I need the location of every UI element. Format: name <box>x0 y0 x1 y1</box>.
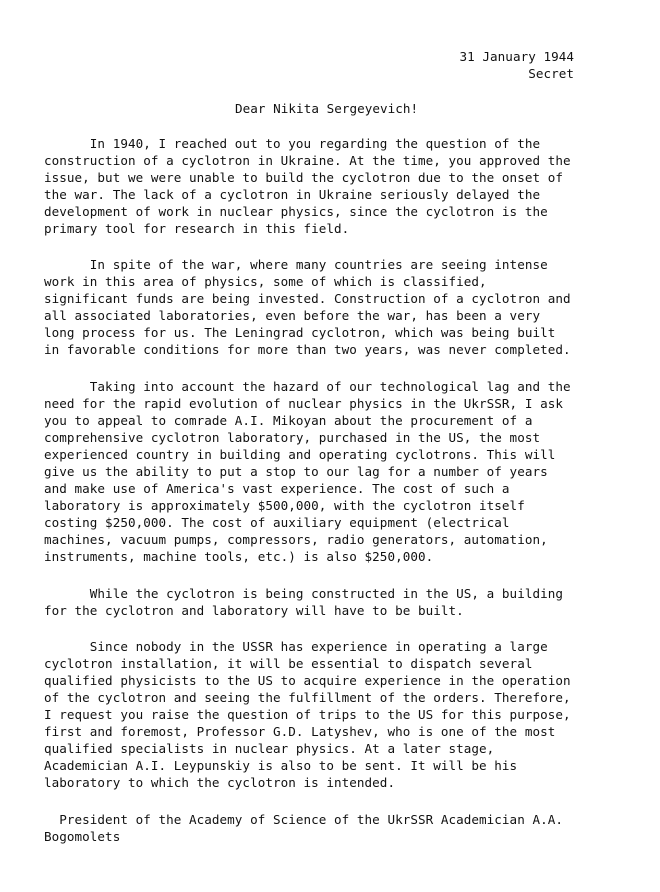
paragraph-line: In 1940, I reached out to you regarding the question of the <box>44 136 541 151</box>
paragraph-line: instruments, machine tools, etc.) is also $250,000. <box>44 549 434 564</box>
paragraph-line: issue, but we were unable to build the cyclotron due to the onset of <box>44 170 563 185</box>
paragraph-line: machines, vacuum pumps, compressors, radio generators, automation, <box>44 532 548 547</box>
paragraph-line: of the cyclotron and seeing the fulfillment of the orders. Therefore, <box>44 690 571 705</box>
paragraph-line: in favorable conditions for more than two years, was never completed. <box>44 342 571 357</box>
paragraph-line: comprehensive cyclotron laboratory, purchased in the US, the most <box>44 430 541 445</box>
paragraph-line: for the cyclotron and laboratory will have to be built. <box>44 603 464 618</box>
paragraph-line: laboratory is approximately $500,000, with the cyclotron itself <box>44 498 525 513</box>
paragraph-line: experienced country in building and operating cyclotrons. This will <box>44 447 556 462</box>
paragraph-line: the war. The lack of a cyclotron in Ukraine seriously delayed the <box>44 187 541 202</box>
paragraph-line: In spite of the war, where many countries are seeing intense <box>44 257 548 272</box>
signature-line: Bogomolets <box>44 829 121 844</box>
paragraph-line: qualified specialists in nuclear physics. At a later stage, <box>44 741 495 756</box>
paragraph-line: and make use of America's vast experience. The cost of such a <box>44 481 510 496</box>
paragraph-line: work in this area of physics, some of which is classified, <box>44 274 487 289</box>
letter-date: 31 January 1944 <box>459 49 574 64</box>
signature-line: President of the Academy of Science of the UkrSSR Academician A.A. <box>44 812 563 827</box>
paragraph-line: Academician A.I. Leypunskiy is also to be sent. It will be his <box>44 758 518 773</box>
salutation: Dear Nikita Sergeyevich! <box>235 101 419 116</box>
paragraph-line: significant funds are being invested. Construction of a cyclotron and <box>44 291 571 306</box>
paragraph-line: cyclotron installation, it will be essential to dispatch several <box>44 656 533 671</box>
paragraph-line: long process for us. The Leningrad cyclotron, which was being built <box>44 325 556 340</box>
paragraph-line: qualified physicists to the US to acquire experience in the operation <box>44 673 571 688</box>
paragraph-line: construction of a cyclotron in Ukraine. At the time, you approved the <box>44 153 571 168</box>
paragraph-line: give us the ability to put a stop to our lag for a number of years <box>44 464 548 479</box>
classification-label: Secret <box>528 66 574 81</box>
paragraph-line: Since nobody in the USSR has experience in operating a large <box>44 639 548 654</box>
paragraph-line: all associated laboratories, even before the war, has been a very <box>44 308 541 323</box>
paragraph-line: first and foremost, Professor G.D. Latyshev, who is one of the most <box>44 724 556 739</box>
paragraph-line: costing $250,000. The cost of auxiliary equipment (electrical <box>44 515 510 530</box>
paragraph-line: I request you raise the question of trips to the US for this purpose, <box>44 707 571 722</box>
paragraph-line: you to appeal to comrade A.I. Mikoyan about the procurement of a <box>44 413 533 428</box>
paragraph-line: Taking into account the hazard of our technological lag and the <box>44 379 571 394</box>
paragraph-line: laboratory to which the cyclotron is intended. <box>44 775 396 790</box>
paragraph-line: While the cyclotron is being constructed in the US, a building <box>44 586 563 601</box>
paragraph-line: need for the rapid evolution of nuclear physics in the UkrSSR, I ask <box>44 396 563 411</box>
paragraph-line: primary tool for research in this field. <box>44 221 350 236</box>
paragraph-line: development of work in nuclear physics, since the cyclotron is the <box>44 204 548 219</box>
